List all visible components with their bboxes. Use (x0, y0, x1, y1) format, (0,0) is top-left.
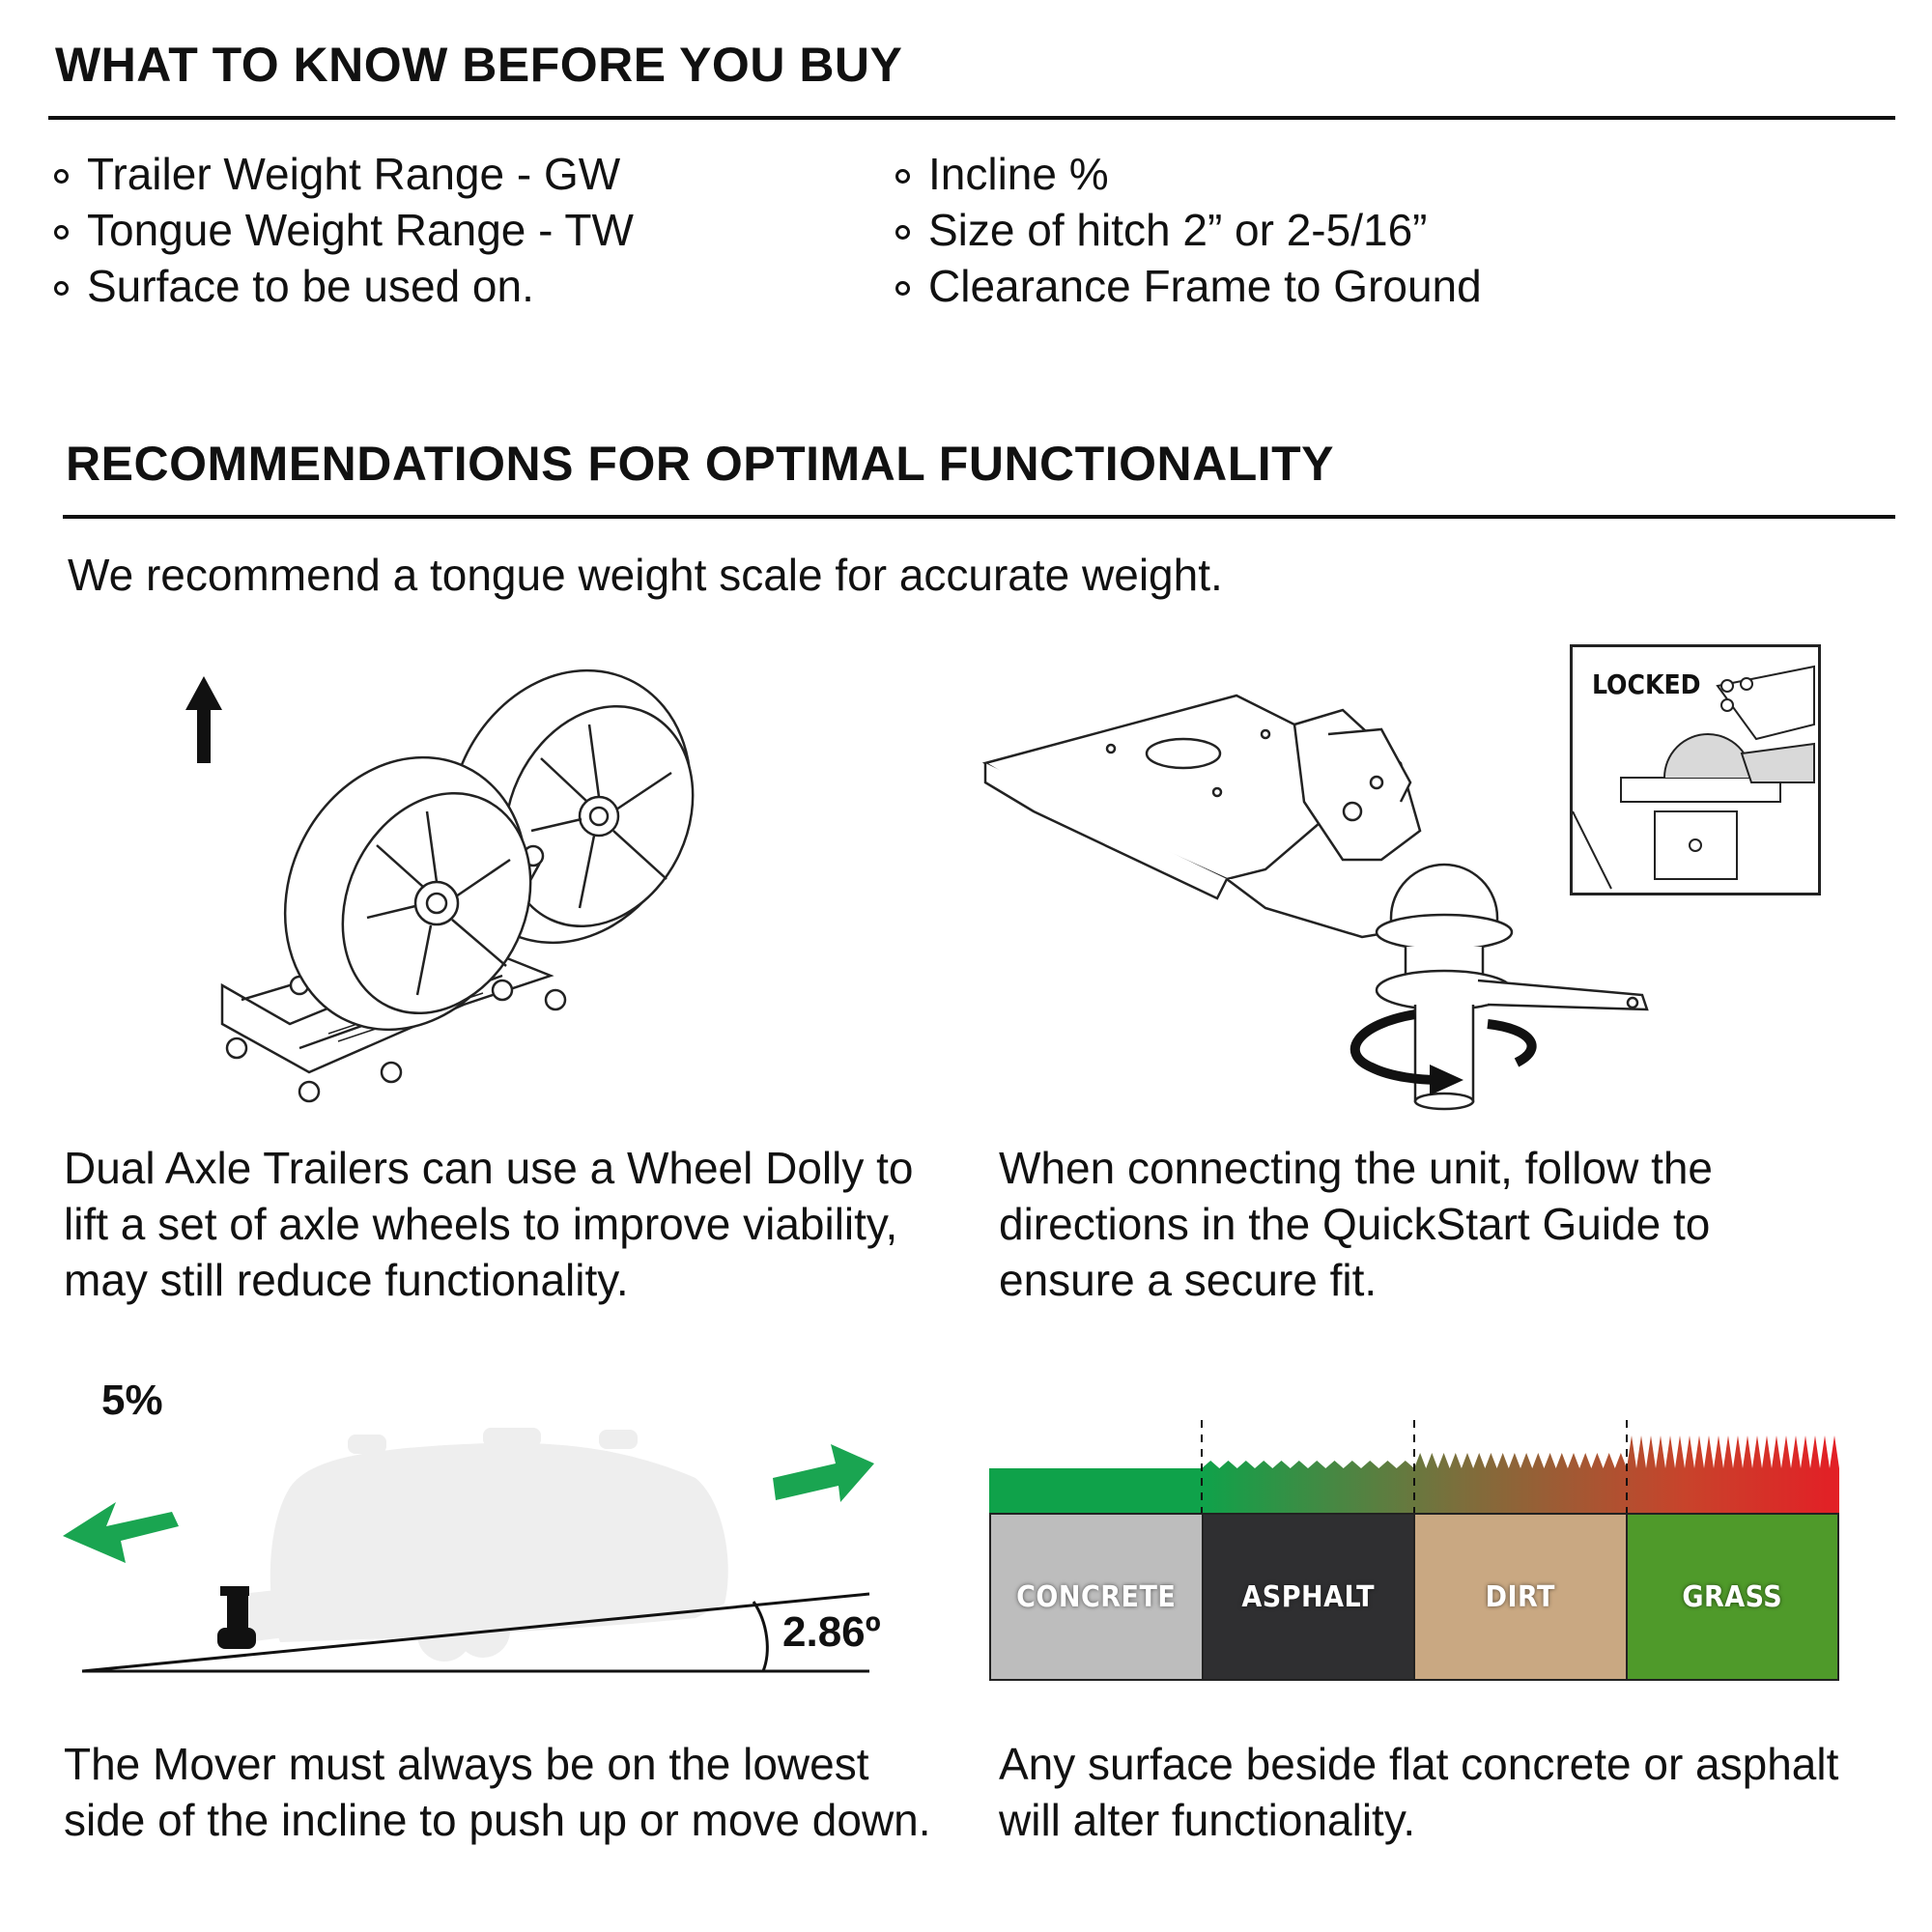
incline-percent: 5% (101, 1377, 163, 1424)
incline-angle: 2.86º (782, 1608, 881, 1656)
bullet-icon (895, 169, 910, 184)
bullet-item: Surface to be used on. (50, 258, 634, 314)
intro-text: We recommend a tongue weight scale for accurate weight. (68, 550, 1223, 600)
surface-concrete (991, 1515, 1204, 1679)
surface-asphalt (1204, 1515, 1416, 1679)
surface-swatches (989, 1513, 1839, 1681)
section-title-before-you-buy: WHAT TO KNOW BEFORE YOU BUY (55, 38, 903, 92)
wheel-dolly-illustration (184, 667, 724, 1121)
hitch-caption: When connecting the unit, follow the directions in the QuickStart Guide to ensure a secure fit. (999, 1143, 1714, 1305)
right-arrow-icon (773, 1444, 874, 1502)
bullet-list-right (892, 146, 1482, 314)
surface-label: DIRT (1485, 1579, 1555, 1614)
wheel-dolly-caption: Dual Axle Trailers can use a Wheel Dolly to lift a set of axle wheels to improve viability, may still reduce functionality. (64, 1143, 914, 1305)
surface-label: GRASS (1682, 1579, 1783, 1614)
up-arrow-icon (185, 676, 222, 763)
locked-label: LOCKED (1592, 668, 1701, 700)
bullet-icon (54, 225, 69, 240)
locked-detail-icon (1573, 647, 1818, 893)
locked-inset (1570, 644, 1821, 895)
bullet-item: Trailer Weight Range - GW (50, 146, 634, 202)
surface-roughness-bar (989, 1420, 1839, 1517)
bullet-item: Tongue Weight Range - TW (50, 202, 634, 258)
hitch-coupler-illustration (976, 676, 1652, 1121)
divider (63, 515, 1895, 519)
bullet-icon (54, 169, 69, 184)
bullet-icon (54, 281, 69, 296)
surface-label: CONCRETE (1016, 1579, 1177, 1614)
incline-caption: The Mover must always be on the lowest side of the incline to push up or move down. (64, 1739, 931, 1845)
surface-label: ASPHALT (1241, 1579, 1376, 1614)
surface-grass (1628, 1515, 1838, 1679)
bullet-item: Incline % (892, 146, 1482, 202)
bullet-icon (895, 281, 910, 296)
bullet-icon (895, 225, 910, 240)
bullet-item: Clearance Frame to Ground (892, 258, 1482, 314)
left-arrow-icon (63, 1502, 179, 1563)
trailer-silhouette-icon (242, 1428, 728, 1662)
bullet-list-left (50, 146, 634, 314)
surface-dirt (1415, 1515, 1628, 1679)
section-title-recommendations: RECOMMENDATIONS FOR OPTIMAL FUNCTIONALITY (66, 437, 1335, 491)
surface-caption: Any surface beside flat concrete or asphalt will alter functionality. (999, 1739, 1839, 1845)
divider (48, 116, 1895, 120)
bullet-item: Size of hitch 2” or 2-5/16” (892, 202, 1482, 258)
